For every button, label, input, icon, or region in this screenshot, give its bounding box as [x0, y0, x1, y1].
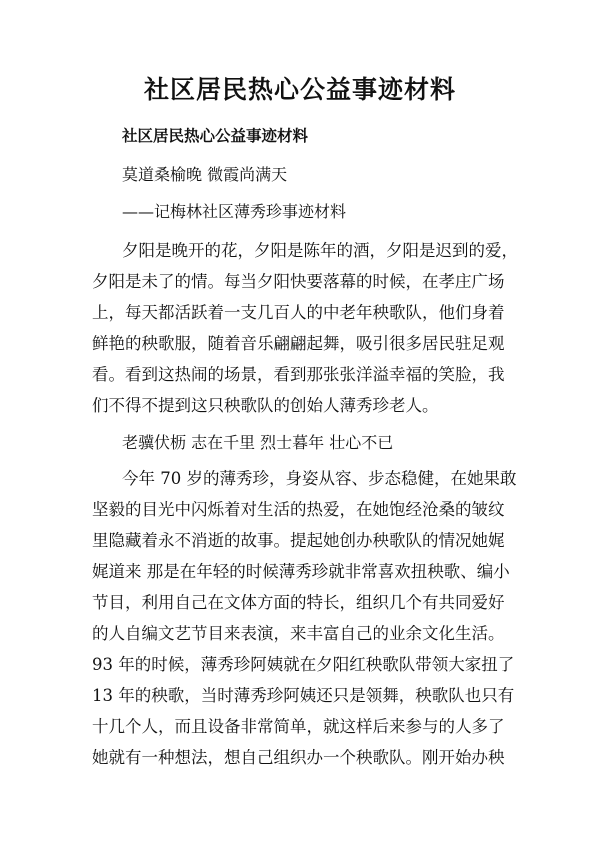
paragraph-line: 娓道来 那是在年轻的时候薄秀珍就非常喜欢扭秧歌、编小: [92, 562, 510, 581]
paragraph-line: 夕阳是未了的情。每当夕阳快要落幕的时候，在孝庄广场: [92, 272, 505, 291]
paragraph-line: 们不得不提到这只秧歌队的创始人薄秀珍老人。: [92, 396, 439, 415]
document-title: 社区居民热心公益事迹材料: [143, 75, 456, 104]
document-subtitle: 社区居民热心公益事迹材料: [122, 126, 309, 145]
paragraph-line: 夕阳是晚开的花，夕阳是陈年的酒，夕阳是迟到的爱，: [122, 241, 518, 260]
paragraph-line: 鲜艳的秧歌服，随着音乐翩翩起舞，吸引很多居民驻足观: [92, 334, 505, 353]
paragraph-line: 看。看到这热闹的场景，看到那张张洋溢幸福的笑脸，我: [92, 365, 505, 384]
section-heading: 老骥伏枥 志在千里 烈士暮年 壮心不已: [122, 433, 394, 452]
heading-line: 莫道桑榆晚 微霞尚满天: [122, 165, 288, 184]
paragraph-line: 13 年的秧歌，当时薄秀珍阿姨还只是领舞，秧歌队也只有: [92, 686, 515, 705]
paragraph-line: 她就有一种想法，想自己组织办一个秧歌队。刚开始办秧: [92, 748, 505, 767]
paragraph-line: 上，每天都活跃着一支几百人的中老年秧歌队，他们身着: [92, 303, 505, 322]
paragraph-line: 里隐藏着永不消逝的故事。提起她创办秧歌队的情况她娓: [92, 531, 505, 550]
paragraph-line: 节目，利用自己在文体方面的特长，组织几个有共同爱好: [92, 593, 505, 612]
paragraph-line: 十几个人，而且设备非常简单，就这样后来参与的人多了: [92, 717, 505, 736]
paragraph-line: 93 年的时候，薄秀珍阿姨就在夕阳红秧歌队带领大家扭了: [92, 655, 515, 674]
paragraph-line: 今年 70 岁的薄秀珍，身姿从容、步态稳健，在她果敢: [122, 469, 517, 488]
paragraph-line: 坚毅的目光中闪烁着对生活的热爱，在她饱经沧桑的皱纹: [92, 500, 505, 519]
byline: ——记梅林社区薄秀珍事迹材料: [122, 202, 347, 221]
paragraph-line: 的人自编文艺节目来表演，来丰富自己的业余文化生活。: [92, 624, 505, 643]
